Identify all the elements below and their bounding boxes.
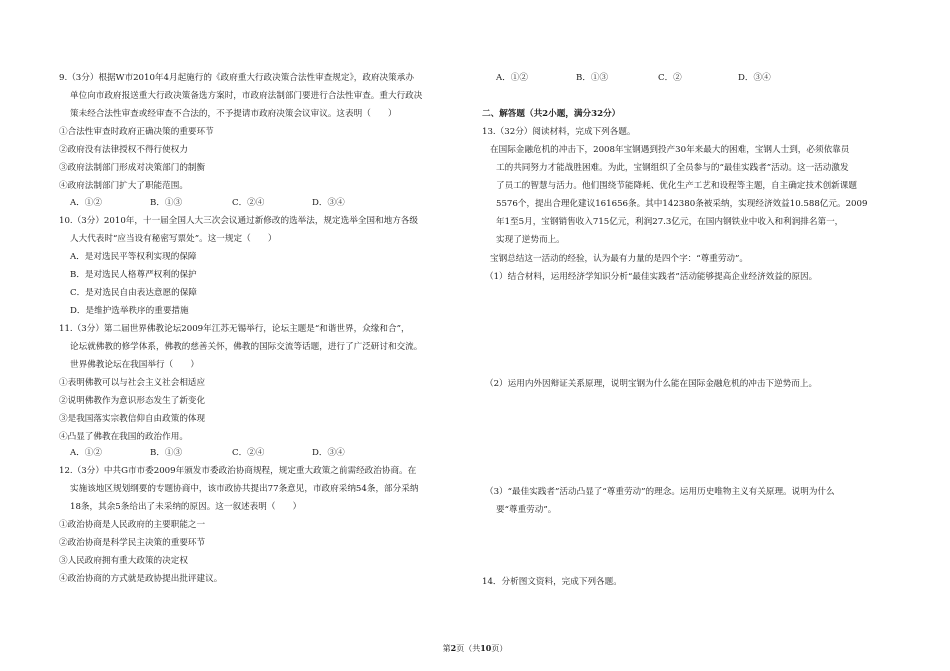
q10-choice-b[interactable]: B．是对选民人格尊严权利的保护 (70, 270, 197, 280)
q11-options (70, 448, 370, 462)
q12-line-3: 18条，其余5条给出了未采纳的原因。这一叙述表明（ ） (70, 502, 302, 512)
q10-choice-d[interactable]: D．是维护选举秩序的重要措施 (70, 306, 189, 316)
q11-item-4: ④凸显了佛教在我国的政治作用。 (59, 432, 188, 442)
q13-sub-3-line-2: 要“尊重劳动”。 (496, 505, 557, 515)
q11-item-1: ①表明佛教可以与社会主义社会相适应 (59, 378, 206, 388)
q11-line-3: 世界佛教论坛在我国举行（ ） (70, 360, 199, 370)
footer-page-number: 2 (450, 643, 457, 653)
q12-item-2: ②政治协商是科学民主决策的重要环节 (59, 538, 206, 548)
q11-item-3: ③是我国落实宗教信仰自由政策的体现 (59, 414, 206, 424)
q11-option-a[interactable]: A．①② (70, 448, 102, 458)
q12-option-d[interactable]: D．③④ (738, 73, 771, 83)
q11-option-b[interactable]: B．①③ (150, 448, 183, 458)
q13-material-6: 实现了逆势而上。 (496, 235, 565, 245)
q11-line-1: 11.（3分）第二届世界佛教论坛2009年江苏无锡举行，论坛主题是“和谐世界，众缘和合”， (59, 324, 410, 334)
q13-material-3: 了员工的智慧与活力。他们围绕节能降耗、优化生产工艺和设程等主题，自主确定技术创新课题 (496, 181, 857, 191)
q10-choice-c[interactable]: C．是对选民自由表达意愿的保障 (70, 288, 197, 298)
section-title: 二、解答题（共2小题，满分32分） (482, 109, 621, 119)
q10-line-2: 人大代表时“应当设有秘密写票处”。这一规定（ ） (70, 234, 277, 244)
q13-material-2: 工的共同努力才能战胜困难。为此，宝钢组织了全员参与的“最佳实践者”活动。这一活动激发 (496, 163, 849, 173)
q9-line-3: 策未经合法性审查或经审查不合法的，不予提请市政府决策会议审议。这表明（ ） (70, 109, 397, 119)
q13-sub-3-line-1: （3）“最佳实践者”活动凸显了“尊重劳动”的理念。运用历史唯物主义有关原理。说明为什么 (485, 487, 835, 497)
q13-material-1: 在国际金融危机的冲击下，2008年宝钢遇到投产30年来最大的困难，宝钢人士到，必须依靠员 (490, 145, 850, 155)
q13-header: 13.（32分）阅读材料，完成下列各题。 (482, 127, 636, 137)
q9-option-a[interactable]: A．①② (70, 198, 102, 208)
q9-item-3: ③政府法制部门形成对决策部门的制衡 (59, 163, 206, 173)
footer-prefix: 第 (442, 644, 451, 653)
q12-option-a[interactable]: A．①② (496, 73, 528, 83)
page-footer (0, 644, 950, 654)
q13-summary: 宝钢总结这一活动的经验，认为最有力量的是四个字：“尊重劳动”。 (490, 254, 749, 264)
footer-total-pages: 10 (480, 643, 492, 653)
q12-option-b[interactable]: B．①③ (576, 73, 609, 83)
q10-choice-a[interactable]: A．是对选民平等权利实现的保障 (70, 252, 197, 262)
q9-item-4: ④政府法制部门扩大了职能范围。 (59, 181, 188, 191)
q10-line-1: 10.（3分）2010年，十一届全国人大三次会议通过新修改的选举法，规定选举全国和地方各级 (59, 216, 418, 226)
footer-mid: 页（共 (456, 644, 481, 653)
q12-item-3: ③人民政府拥有重大政策的决定权 (59, 556, 188, 566)
q14-header: 14．分析图文资料，完成下列各题。 (482, 577, 622, 587)
q12-line-2: 实施该地区规划纲要的专题协商中，该市政协共提出77条意见，市政府采纳54条，部分采纳 (70, 484, 419, 494)
q12-option-c[interactable]: C．② (658, 73, 682, 83)
q9-item-1: ①合法性审查时政府正确决策的重要环节 (59, 127, 214, 137)
q9-option-c[interactable]: C．②④ (232, 198, 265, 208)
q12-options (496, 73, 796, 87)
footer-suffix: 页） (491, 644, 508, 653)
q9-option-d[interactable]: D．③④ (312, 198, 345, 208)
q11-line-2: 论坛就佛教的修学体系，佛教的慈善关怀，佛教的国际交流等话题，进行了广泛研讨和交流。 (70, 342, 423, 352)
q12-item-4: ④政治协商的方式就是政协提出批评建议。 (59, 574, 223, 584)
q9-item-2: ②政府没有法律授权不得行使权力 (59, 145, 188, 155)
q12-line-1: 12.（3分）中共G市市委2009年颁发市委政治协商规程，规定重大政策之前需经政治协商。在 (59, 466, 417, 476)
q13-material-5: 年1至5月，宝钢销售收入715亿元，利润27.3亿元，在国内钢铁业中收入和利润排名第一， (496, 217, 844, 227)
q9-line-1: 9.（3分）根据W市2010年4月起施行的《政府重大行政决策合法性审查规定》，政府决策承办 (59, 73, 414, 83)
q11-option-c[interactable]: C．②④ (232, 448, 265, 458)
q12-item-1: ①政治协商是人民政府的主要职能之一 (59, 520, 206, 530)
q13-sub-2: （2）运用内外因辩证关系原理，说明宝钢为什么能在国际金融危机的冲击下逆势而上。 (485, 379, 818, 389)
q9-line-2: 单位向市政府报送重大行政决策备选方案时，市政府法制部门要进行合法性审查。重大行政决 (70, 91, 423, 101)
q11-item-2: ②说明佛教作为意识形态发生了新变化 (59, 396, 206, 406)
q11-option-d[interactable]: D．③④ (312, 448, 345, 458)
q9-option-b[interactable]: B．①③ (150, 198, 183, 208)
q13-sub-1: （1）结合材料，运用经济学知识分析“最佳实践者”活动能够提高企业经济效益的原因。 (485, 272, 818, 282)
q9-options (70, 198, 370, 212)
q13-material-4: 5576个，提出合理化建议161656条。其中142380条被采纳，实现经济效益10.588亿元。2009 (496, 199, 868, 209)
